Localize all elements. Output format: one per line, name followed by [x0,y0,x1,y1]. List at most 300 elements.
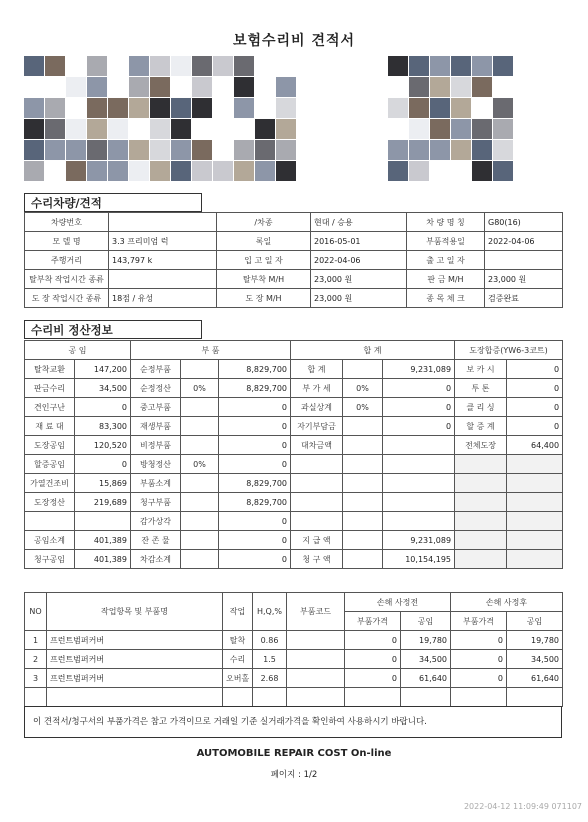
settlement-label: 할증공임 [25,455,75,474]
settlement-row [25,436,563,455]
settlement-value: 0 [507,398,563,417]
settlement-label: 자기부담금 [291,417,343,436]
settlement-value [383,436,455,455]
settlement-value [507,512,563,531]
work-item-cell: 0 [451,631,507,650]
mosaic-tile [66,161,86,181]
mosaic-tile [234,98,254,118]
mosaic-tile [171,119,191,139]
settlement-value [181,550,219,569]
item-name-header: 작업항목 및 부품명 [47,593,223,631]
mosaic-tile [87,119,107,139]
mosaic-tile [234,161,254,181]
settlement-value [343,417,383,436]
settlement-label: 지 급 액 [291,531,343,550]
work-item-cell: 0 [345,650,401,669]
work-item-row [25,650,563,669]
work-item-cell: 19,780 [401,631,451,650]
document-title: 보험수리비 견적서 [232,33,356,49]
settlement-label: 재 료 대 [25,417,75,436]
work-item-cell [401,688,451,707]
settlement-label: 감가상각 [131,512,181,531]
settlement-value [181,474,219,493]
settlement-value: 0% [343,379,383,398]
mosaic-tile [66,77,86,97]
mosaic-tile [192,140,212,160]
mosaic-tile [24,98,44,118]
vehicle-value: 현대 / 승용 [311,213,407,232]
settlement-label [25,512,75,531]
settlement-label: 청구공임 [25,550,75,569]
settlement-label [455,531,507,550]
work-item-cell: 34,500 [401,650,451,669]
settlement-row [25,398,563,417]
work-item-row [25,669,563,688]
settlement-label: 투 톤 [455,379,507,398]
settlement-value: 8,829,700 [219,360,291,379]
settlement-value: 8,829,700 [219,379,291,398]
work-header: 작업 [223,593,253,631]
settlement-value [181,398,219,417]
mosaic-tile [66,119,86,139]
vehicle-label: 차량번호 [25,213,109,232]
work-item-cell: 프런트범퍼커버 [47,631,223,650]
vehicle-row [25,270,563,289]
settlement-value: 9,231,089 [383,360,455,379]
work-item-cell [223,688,253,707]
settlement-value [343,493,383,512]
vehicle-label: /차종 [217,213,311,232]
mosaic-tile [45,140,65,160]
settlement-label: 부품소계 [131,474,181,493]
settlement-value: 34,500 [75,379,131,398]
settlement-value: 147,200 [75,360,131,379]
vehicle-label: 주행거리 [25,251,109,270]
mosaic-tile [409,56,429,76]
settlement-row [25,493,563,512]
settlement-label: 잔 존 물 [131,531,181,550]
mosaic-tile [493,161,513,181]
mosaic-tile [451,56,471,76]
mosaic-tile [493,140,513,160]
settlement-value: 0% [343,398,383,417]
vehicle-label: 록일 [217,232,311,251]
mosaic-tile [129,98,149,118]
settlement-value: 0 [507,417,563,436]
mosaic-tile [409,77,429,97]
work-item-cell [287,688,345,707]
settlement-value [383,474,455,493]
mosaic-tile [276,161,296,181]
settlement-value [343,512,383,531]
settlement-label: 견인구난 [25,398,75,417]
mosaic-tile [234,77,254,97]
settlement-value: 219,689 [75,493,131,512]
settlement-value [507,550,563,569]
mosaic-tile [45,56,65,76]
settlement-value [507,455,563,474]
mosaic-tile [129,56,149,76]
mosaic-tile [129,161,149,181]
before-adjust-header: 손해 사정전 [345,593,451,612]
settlement-value: 8,829,700 [219,493,291,512]
mosaic-tile [255,119,275,139]
work-item-cell: 0 [345,669,401,688]
mosaic-tile [192,98,212,118]
settlement-value [181,493,219,512]
settlement-row [25,531,563,550]
work-item-cell: 0.86 [253,631,287,650]
mosaic-tile [472,140,492,160]
settlement-label [291,455,343,474]
mosaic-tile [87,56,107,76]
settlement-label [455,512,507,531]
vehicle-value: 23,000 원 [485,270,563,289]
hq-header: H,Q,% [253,593,287,631]
mosaic-tile [171,98,191,118]
work-item-cell: 오버홀 [223,669,253,688]
vehicle-value: 143,797 k [109,251,217,270]
mosaic-tile [150,119,170,139]
settlement-label: 공임소계 [25,531,75,550]
vehicle-section-title: 수리차량/견적 [24,193,202,212]
vehicle-value: 18점 / 유성 [109,289,217,308]
footer-title: AUTOMOBILE REPAIR COST On-line [196,748,392,759]
vehicle-label: 차 량 명 칭 [407,213,485,232]
vehicle-value: 검증완료 [485,289,563,308]
settlement-label: 재생부품 [131,417,181,436]
settlement-label: 도장공임 [25,436,75,455]
settlement-value: 401,389 [75,531,131,550]
mosaic-tile [234,56,254,76]
settlement-value: 0% [181,379,219,398]
mosaic-tile [451,119,471,139]
settlement-label: 대차금액 [291,436,343,455]
settlement-label: 차감소계 [131,550,181,569]
settlement-row [25,512,563,531]
work-item-cell [507,688,563,707]
settlement-value [343,455,383,474]
work-item-cell: 0 [451,650,507,669]
settlement-value: 10,154,195 [383,550,455,569]
settlement-label: 합 계 [291,360,343,379]
work-item-cell: 프런트범퍼커버 [47,669,223,688]
work-item-cell: 프런트범퍼커버 [47,650,223,669]
mosaic-tile [24,161,44,181]
settlement-row [25,360,563,379]
settlement-label: 보 카 시 [455,360,507,379]
mosaic-tile [150,77,170,97]
settlement-label: 청 구 액 [291,550,343,569]
settlement-label: 중고부품 [131,398,181,417]
after-price-header: 부품가격 [451,612,507,631]
work-item-cell [345,688,401,707]
work-item-cell [451,688,507,707]
mosaic-tile [108,119,128,139]
before-price-header: 부품가격 [345,612,401,631]
mosaic-tile [192,77,212,97]
work-item-cell: 3 [25,669,47,688]
settlement-label [455,455,507,474]
settlement-label: 순정부품 [131,360,181,379]
settlement-value [181,417,219,436]
settlement-value: 0 [383,379,455,398]
settlement-value: 0 [383,417,455,436]
parts-header: 부 품 [131,341,291,360]
settlement-value: 8,829,700 [219,474,291,493]
mosaic-tile [472,77,492,97]
mosaic-tile [192,161,212,181]
settlement-value [75,512,131,531]
settlement-value: 0 [507,360,563,379]
mosaic-tile [171,56,191,76]
total-header: 합 계 [291,341,455,360]
settlement-value: 401,389 [75,550,131,569]
settlement-value: 0 [219,398,291,417]
vehicle-label: 입 고 일 자 [217,251,311,270]
settlement-value: 0 [219,455,291,474]
settlement-label: 순정정산 [131,379,181,398]
settlement-label: 청구부품 [131,493,181,512]
mosaic-tile [276,98,296,118]
mosaic-tile [129,140,149,160]
settlement-value [343,436,383,455]
vehicle-label: 판 금 M/H [407,270,485,289]
settlement-value: 120,520 [75,436,131,455]
settlement-value: 0% [181,455,219,474]
mosaic-tile [472,56,492,76]
mosaic-tile [45,119,65,139]
mosaic-tile [150,98,170,118]
part-code-header: 부품코드 [287,593,345,631]
mosaic-tile [472,119,492,139]
vehicle-label: 탈부착 작업시간 종류 [25,270,109,289]
work-item-cell: 2.68 [253,669,287,688]
settlement-value: 0 [219,436,291,455]
after-labor-header: 공임 [507,612,563,631]
vehicle-value: 2022-04-06 [311,251,407,270]
redacted-mosaic [24,56,544,190]
settlement-label: 가열건조비 [25,474,75,493]
settlement-value: 0 [75,398,131,417]
mosaic-tile [108,98,128,118]
mosaic-tile [430,119,450,139]
settlement-value [507,493,563,512]
mosaic-tile [493,119,513,139]
page-number: 페이지 : 1/2 [270,770,318,780]
settlement-label [291,512,343,531]
work-item-cell: 2 [25,650,47,669]
settlement-label: 과실상계 [291,398,343,417]
settlement-value [181,360,219,379]
work-item-cell: 61,640 [507,669,563,688]
vehicle-value [109,270,217,289]
settlement-value: 0 [219,550,291,569]
settlement-row [25,379,563,398]
settlement-value [181,436,219,455]
work-item-cell [47,688,223,707]
settlement-label: 탈착교환 [25,360,75,379]
settlement-section-title: 수리비 정산정보 [24,320,202,339]
settlement-value: 0 [383,398,455,417]
settlement-label: 할 증 계 [455,417,507,436]
work-item-cell [287,631,345,650]
work-item-cell: 0 [451,669,507,688]
mosaic-tile [430,98,450,118]
mosaic-tile [213,161,233,181]
work-item-row [25,631,563,650]
settlement-value [343,550,383,569]
mosaic-tile [24,119,44,139]
mosaic-tile [66,140,86,160]
settlement-value: 9,231,089 [383,531,455,550]
print-timestamp: 2022-04-12 11:09:49 071107 [463,802,582,811]
mosaic-tile [24,140,44,160]
work-item-cell: 수리 [223,650,253,669]
settlement-label: 판금수리 [25,379,75,398]
mosaic-tile [108,161,128,181]
vehicle-value: 2022-04-06 [485,232,563,251]
settlement-value [181,512,219,531]
vehicle-info-table [24,212,563,308]
paint-surcharge-header: 도장합증(YW6-3코트) [455,341,563,360]
settlement-table [24,340,563,569]
labor-header: 공 임 [25,341,131,360]
settlement-label: 도장정산 [25,493,75,512]
mosaic-tile [451,98,471,118]
settlement-value [181,531,219,550]
work-item-cell: 1.5 [253,650,287,669]
work-item-cell [253,688,287,707]
settlement-label [455,474,507,493]
work-item-cell [25,688,47,707]
mosaic-tile [276,119,296,139]
mosaic-tile [493,98,513,118]
work-item-cell: 탈착 [223,631,253,650]
settlement-value [383,493,455,512]
mosaic-tile [129,77,149,97]
mosaic-tile [171,140,191,160]
settlement-value: 0 [219,512,291,531]
settlement-row [25,455,563,474]
before-labor-header: 공임 [401,612,451,631]
settlement-label [455,493,507,512]
mosaic-tile [276,140,296,160]
work-item-cell [287,650,345,669]
mosaic-tile [493,56,513,76]
settlement-value: 0 [219,531,291,550]
vehicle-value [109,213,217,232]
mosaic-tile [150,140,170,160]
vehicle-label: 도 장 M/H [217,289,311,308]
settlement-value [343,360,383,379]
vehicle-value: G80(16) [485,213,563,232]
mosaic-tile [430,56,450,76]
vehicle-row [25,213,563,232]
work-item-cell: 19,780 [507,631,563,650]
settlement-row [25,550,563,569]
settlement-value [343,531,383,550]
mosaic-tile [430,140,450,160]
work-item-cell: 1 [25,631,47,650]
mosaic-tile [24,56,44,76]
vehicle-row [25,289,563,308]
vehicle-value: 23,000 원 [311,270,407,289]
notice-box: 이 견적서/청구서의 부품가격은 참고 가격이므로 거래일 기준 실거래가격을 확인하여 사용하시기 바랍니다. [24,706,562,738]
mosaic-tile [255,140,275,160]
vehicle-value: 23,000 원 [311,289,407,308]
settlement-value [383,455,455,474]
mosaic-tile [87,140,107,160]
mosaic-tile [255,161,275,181]
work-items-table [24,592,563,707]
mosaic-tile [87,98,107,118]
mosaic-tile [234,140,254,160]
settlement-value: 0 [219,417,291,436]
work-item-row-empty [25,688,563,707]
work-item-cell: 0 [345,631,401,650]
vehicle-row [25,251,563,270]
vehicle-label: 종 목 체 크 [407,289,485,308]
mosaic-tile [388,161,408,181]
mosaic-tile [451,140,471,160]
settlement-value: 15,869 [75,474,131,493]
mosaic-tile [150,56,170,76]
settlement-value: 0 [75,455,131,474]
settlement-label: 부 가 세 [291,379,343,398]
vehicle-label: 모 델 명 [25,232,109,251]
after-adjust-header: 손해 사정후 [451,593,563,612]
mosaic-tile [87,77,107,97]
mosaic-tile [87,161,107,181]
mosaic-tile [388,98,408,118]
work-item-cell: 61,640 [401,669,451,688]
vehicle-value [485,251,563,270]
settlement-label [455,550,507,569]
vehicle-label: 출 고 일 자 [407,251,485,270]
vehicle-label: 도 장 작업시간 종류 [25,289,109,308]
work-item-cell: 34,500 [507,650,563,669]
mosaic-tile [108,140,128,160]
settlement-value [507,474,563,493]
settlement-value [383,512,455,531]
mosaic-tile [451,77,471,97]
settlement-value: 83,300 [75,417,131,436]
vehicle-value: 2016-05-01 [311,232,407,251]
mosaic-tile [388,140,408,160]
settlement-row [25,474,563,493]
settlement-label: 클 리 싱 [455,398,507,417]
settlement-value: 64,400 [507,436,563,455]
settlement-label: 방청정산 [131,455,181,474]
no-header: NO [25,593,47,631]
mosaic-tile [409,140,429,160]
settlement-value: 0 [507,379,563,398]
settlement-value [507,531,563,550]
vehicle-value: 3.3 프리미엄 럭 [109,232,217,251]
mosaic-tile [150,161,170,181]
settlement-label: 전체도장 [455,436,507,455]
mosaic-tile [388,56,408,76]
vehicle-label: 부품적용일 [407,232,485,251]
settlement-label: 비정부품 [131,436,181,455]
settlement-value [343,474,383,493]
mosaic-tile [45,98,65,118]
vehicle-row [25,232,563,251]
mosaic-tile [213,56,233,76]
settlement-label [291,493,343,512]
mosaic-tile [430,77,450,97]
